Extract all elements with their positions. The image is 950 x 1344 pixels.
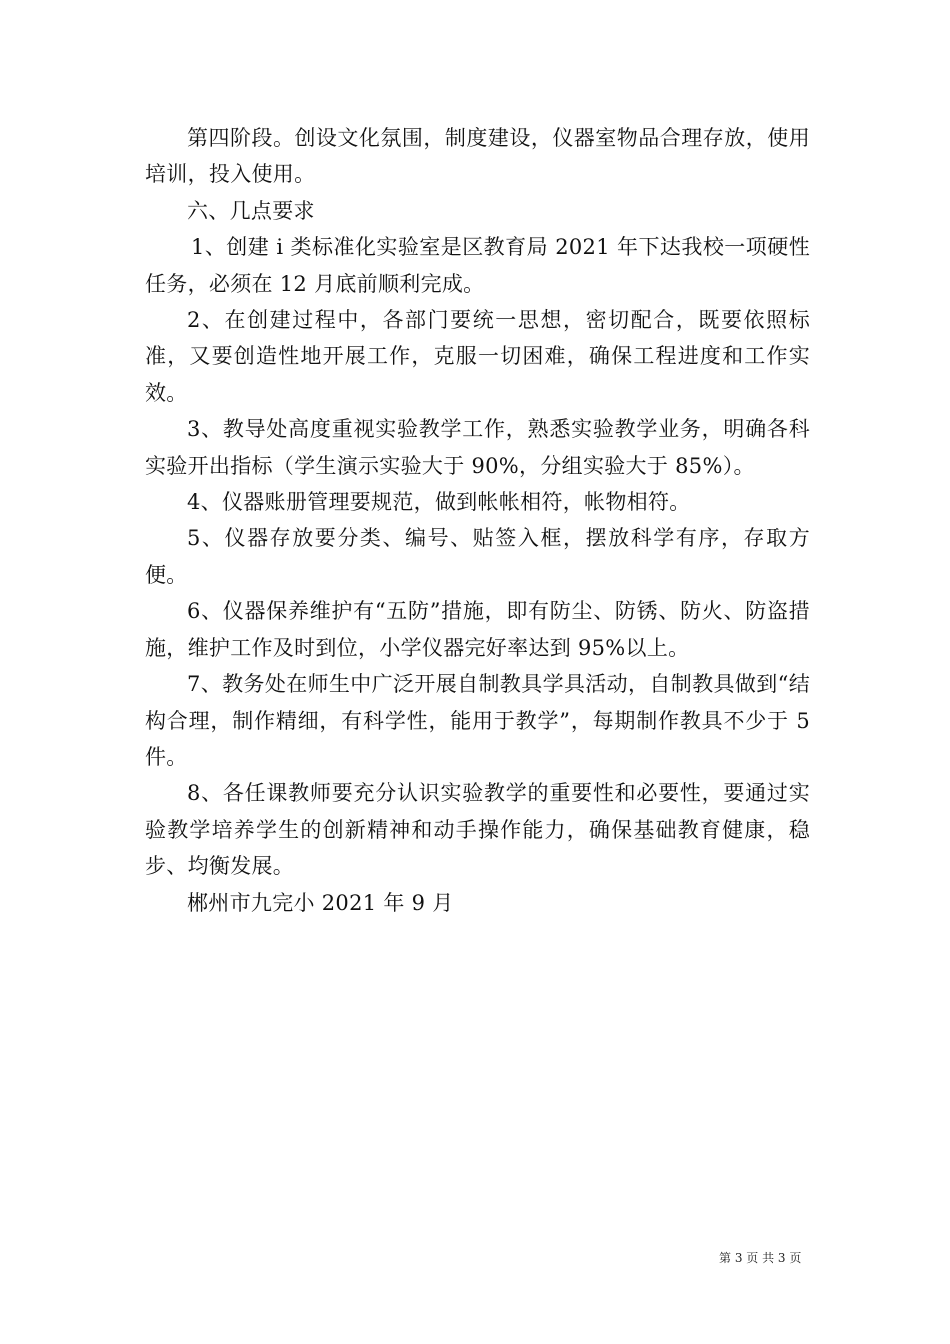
requirement-item-4: 4、仪器账册管理要规范，做到帐帐相符，帐物相符。 — [187, 490, 691, 515]
requirement-item-1: 1、创建 i 类标准化实验室是区教育局 2021 年下达我校一项硬性任务，必须在 12 月底前顺利完成。 — [145, 235, 810, 296]
signature-line: 郴州市九完小 2021 年 9 月 — [187, 890, 454, 915]
paragraph-stage-four: 第四阶段。创设文化氛围，制度建设，仪器室物品合理存放，使用培训，投入使用。 — [145, 126, 810, 187]
requirement-item-5: 5、仪器存放要分类、编号、贴签入框，摆放科学有序，存取方便。 — [145, 526, 810, 587]
document-body — [145, 120, 810, 921]
requirement-item-2: 2、在创建过程中，各部门要统一思想，密切配合，既要依照标准，又要创造性地开展工作，克服一切困难，确保工程进度和工作实效。 — [145, 308, 810, 405]
requirement-item-6: 6、仪器保养维护有“五防”措施，即有防尘、防锈、防火、防盗措施，维护工作及时到位，小学仪器完好率达到 95%以上。 — [145, 599, 810, 660]
requirement-item-8: 8、各任课教师要充分认识实验教学的重要性和必要性，要通过实验教学培养学生的创新精神和动手操作能力，确保基础教育健康，稳步、均衡发展。 — [145, 781, 810, 879]
requirement-item-7: 7、教务处在师生中广泛开展自制教具学具活动，自制教具做到“结构合理，制作精细，有科学性，能用于教学”，每期制作教具不少于 5 件。 — [145, 672, 810, 769]
page-number: 第 3 页 共 3 页 — [719, 1251, 802, 1265]
requirement-item-3: 3、教导处高度重视实验教学工作，熟悉实验教学业务，明确各科实验开出指标（学生演示实验大于 90%，分组实验大于 85%）。 — [145, 417, 810, 478]
section-heading-requirements: 六、几点要求 — [187, 198, 315, 223]
